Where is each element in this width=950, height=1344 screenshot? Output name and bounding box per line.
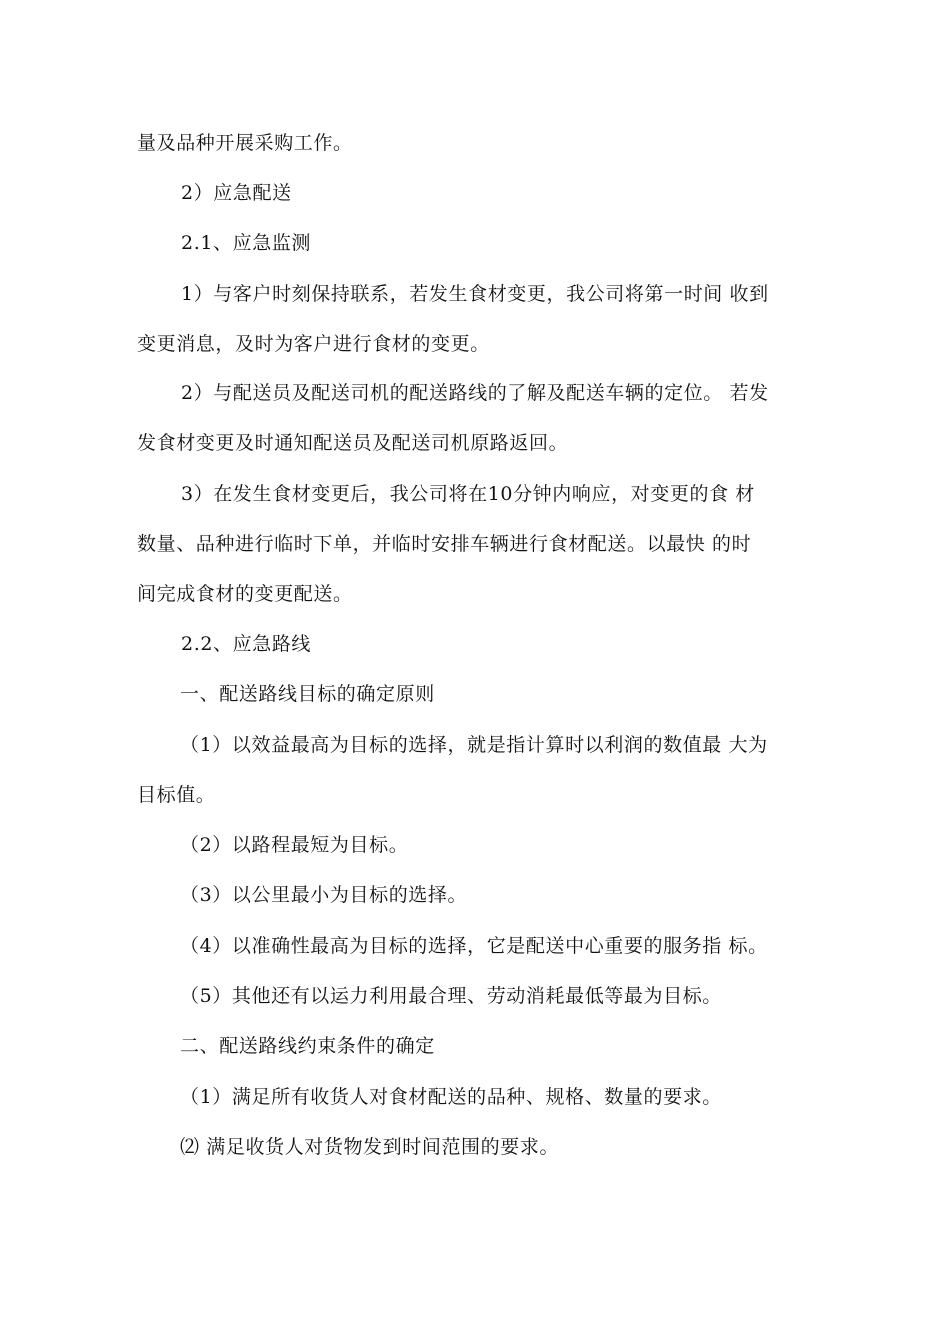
- text-line-21: ⑵ 满足收货人对货物发到时间范围的要求。: [180, 1136, 560, 1158]
- heading-route-constraints: 二、配送路线约束条件的确定: [180, 1035, 435, 1057]
- text-line-4: 1）与客户时刻保持联系，若发生食材变更，我公司将第一时间 收到: [181, 283, 769, 305]
- heading-emergency-monitoring: 2.1、应急监测: [181, 232, 312, 254]
- text-line-13: （1）以效益最高为目标的选择，就是指计算时以利润的数值最 大为: [180, 734, 768, 756]
- text-line-15: （2）以路程最短为目标。: [180, 834, 409, 856]
- heading-route-target-principles: 一、配送路线目标的确定原则: [180, 683, 435, 705]
- text-line-5: 变更消息，及时为客户进行食材的变更。: [137, 333, 490, 355]
- text-line-6: 2）与配送员及配送司机的配送路线的了解及配送车辆的定位。 若发: [181, 382, 769, 404]
- heading-emergency-route: 2.2、应急路线: [181, 633, 312, 655]
- text-line-17: （4）以准确性最高为目标的选择，它是配送中心重要的服务指 标。: [180, 935, 768, 957]
- text-line-1: 量及品种开展采购工作。: [137, 132, 353, 154]
- text-line-16: （3）以公里最小为目标的选择。: [180, 884, 468, 906]
- text-line-8: 3）在发生食材变更后，我公司将在10分钟内响应，对变更的食 材: [181, 483, 755, 505]
- text-line-18: （5）其他还有以运力利用最合理、劳动消耗最低等最为目标。: [180, 985, 722, 1007]
- text-line-10: 间完成食材的变更配送。: [137, 583, 353, 605]
- text-line-20: （1）满足所有收货人对食材配送的品种、规格、数量的要求。: [180, 1086, 722, 1108]
- text-line-14: 目标值。: [137, 784, 216, 806]
- heading-emergency-delivery: 2）应急配送: [181, 182, 292, 204]
- text-line-9: 数量、品种进行临时下单，并临时安排车辆进行食材配送。以最快 的时: [137, 533, 752, 555]
- text-line-7: 发食材变更及时通知配送员及配送司机原路返回。: [137, 432, 569, 454]
